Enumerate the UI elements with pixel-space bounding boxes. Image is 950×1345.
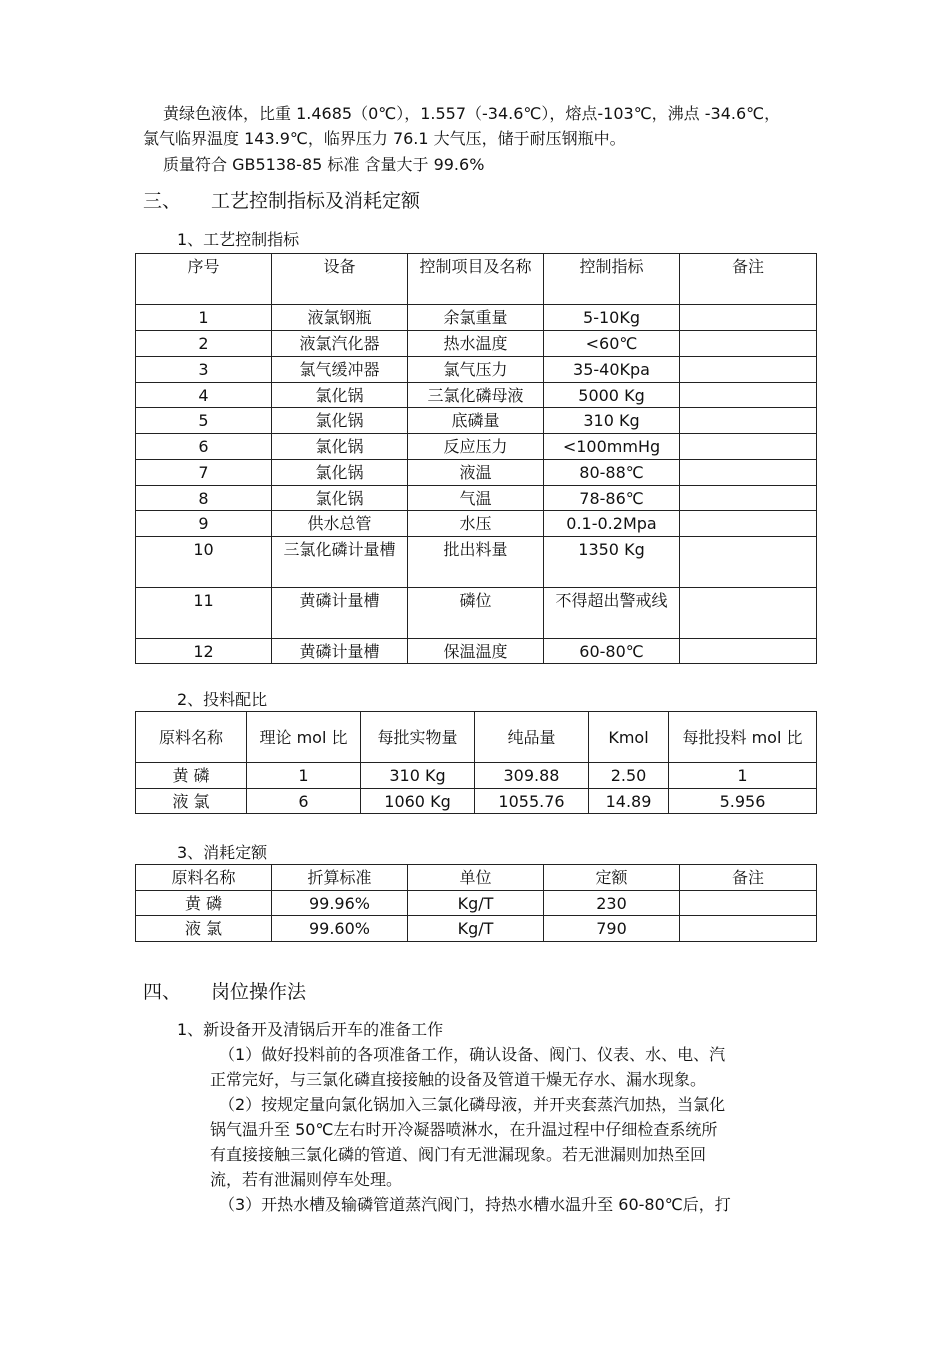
intro-line-1: 黄绿色液体，比重 1.4685（0℃），1.557（-34.6℃），熔点-103℃，沸点 -34.6℃， xyxy=(163,104,781,123)
table-cell: 78-86℃ xyxy=(544,486,680,511)
table-cell: 1 xyxy=(136,305,272,331)
subheading-feed-ratio: 2、投料配比 xyxy=(177,690,268,709)
table-cell: 批出料量 xyxy=(408,537,544,588)
table-cell: 14.89 xyxy=(589,789,669,814)
section-3-title: 工艺控制指标及消耗定额 xyxy=(211,190,421,212)
paragraph-line: 流，若有泄漏则停车处理。 xyxy=(210,1170,403,1189)
table-cell: 5-10Kg xyxy=(544,305,680,331)
table-cell xyxy=(680,537,817,588)
table-row xyxy=(136,408,817,434)
table-row xyxy=(136,486,817,511)
table-cell: 2 xyxy=(136,331,272,357)
header-cell: 设备 xyxy=(272,254,408,305)
table-cell: 11 xyxy=(136,588,272,639)
header-cell: 原料名称 xyxy=(136,865,272,891)
table-cell: 反应压力 xyxy=(408,434,544,460)
table-cell xyxy=(680,588,817,639)
table-cell xyxy=(680,408,817,434)
table-cell: 99.96% xyxy=(272,891,408,916)
table-cell: 3 xyxy=(136,357,272,383)
table-cell: 5000 Kg xyxy=(544,383,680,408)
paragraph-line: （2）按规定量向氯化锅加入三氯化磷母液，并开夹套蒸汽加热，当氯化 xyxy=(219,1095,726,1114)
table-cell: 氯化锅 xyxy=(272,434,408,460)
table-cell: 7 xyxy=(136,460,272,486)
header-cell: 每批实物量 xyxy=(361,712,475,763)
table-cell: 液 氯 xyxy=(136,916,272,942)
table-cell: 三氯化磷计量槽 xyxy=(272,537,408,588)
table-cell: 磷位 xyxy=(408,588,544,639)
table-cell: 余氯重量 xyxy=(408,305,544,331)
table-header-row xyxy=(136,865,817,891)
table-cell: <60℃ xyxy=(544,331,680,357)
table-cell: 液 氯 xyxy=(136,789,247,814)
section-3-heading xyxy=(143,188,420,214)
table-cell xyxy=(680,891,817,916)
header-cell: 定额 xyxy=(544,865,680,891)
subheading-consumption-quota: 3、消耗定额 xyxy=(177,843,268,862)
table-cell: 不得超出警戒线 xyxy=(544,588,680,639)
table-cell: 黄磷计量槽 xyxy=(272,588,408,639)
table-row xyxy=(136,916,817,942)
table-cell: 309.88 xyxy=(475,763,589,789)
table-row xyxy=(136,891,817,916)
table-cell: 氯气缓冲器 xyxy=(272,357,408,383)
table-cell: 氯化锅 xyxy=(272,486,408,511)
table-cell: 三氯化磷母液 xyxy=(408,383,544,408)
table-cell: 氯化锅 xyxy=(272,460,408,486)
table-cell: <100mmHg xyxy=(544,434,680,460)
header-cell: 理论 mol 比 xyxy=(247,712,361,763)
feed-ratio-table xyxy=(135,711,817,814)
table-cell: 12 xyxy=(136,639,272,664)
table-cell xyxy=(680,383,817,408)
table-cell: 水压 xyxy=(408,511,544,537)
table-row xyxy=(136,331,817,357)
table-cell: 液温 xyxy=(408,460,544,486)
header-cell: 原料名称 xyxy=(136,712,247,763)
table-cell: 底磷量 xyxy=(408,408,544,434)
table-cell xyxy=(680,639,817,664)
table-row xyxy=(136,434,817,460)
table-cell: 氯化锅 xyxy=(272,383,408,408)
table-cell: Kg/T xyxy=(408,891,544,916)
process-control-table xyxy=(135,253,817,664)
header-cell: 单位 xyxy=(408,865,544,891)
table-cell: 1350 Kg xyxy=(544,537,680,588)
table-cell: 0.1-0.2Mpa xyxy=(544,511,680,537)
table-cell: 黄 磷 xyxy=(136,763,247,789)
table-cell: 黄磷计量槽 xyxy=(272,639,408,664)
table-cell: 液氯汽化器 xyxy=(272,331,408,357)
table-cell: 10 xyxy=(136,537,272,588)
table-row xyxy=(136,537,817,588)
table-cell: 310 Kg xyxy=(544,408,680,434)
table-cell: 1055.76 xyxy=(475,789,589,814)
table-row xyxy=(136,511,817,537)
table-cell: 8 xyxy=(136,486,272,511)
header-cell: 备注 xyxy=(680,865,817,891)
paragraph-line: （3）开热水槽及输磷管道蒸汽阀门，持热水槽水温升至 60-80℃后，打 xyxy=(219,1195,731,1214)
table-cell xyxy=(680,434,817,460)
table-cell: 6 xyxy=(136,434,272,460)
table-cell: 4 xyxy=(136,383,272,408)
section-4-heading xyxy=(143,979,306,1005)
table-cell: 氯气压力 xyxy=(408,357,544,383)
header-cell: 每批投料 mol 比 xyxy=(669,712,817,763)
header-cell: 序号 xyxy=(136,254,272,305)
table-cell: 35-40Kpa xyxy=(544,357,680,383)
consumption-quota-table xyxy=(135,864,817,942)
section-4-title: 岗位操作法 xyxy=(211,981,307,1003)
table-row xyxy=(136,383,817,408)
table-row xyxy=(136,588,817,639)
table-cell: 310 Kg xyxy=(361,763,475,789)
table-cell: 9 xyxy=(136,511,272,537)
table-cell: 5 xyxy=(136,408,272,434)
table-cell: 230 xyxy=(544,891,680,916)
table-cell xyxy=(680,357,817,383)
table-cell: 供水总管 xyxy=(272,511,408,537)
table-cell xyxy=(680,460,817,486)
table-cell: 6 xyxy=(247,789,361,814)
table-cell: 热水温度 xyxy=(408,331,544,357)
table-header-row xyxy=(136,254,817,305)
table-cell: 气温 xyxy=(408,486,544,511)
table-cell xyxy=(680,511,817,537)
table-row xyxy=(136,357,817,383)
table-cell: 1 xyxy=(669,763,817,789)
intro-line-2: 氯气临界温度 143.9℃，临界压力 76.1 大气压，储于耐压钢瓶中。 xyxy=(143,129,626,148)
header-cell: 备注 xyxy=(680,254,817,305)
table-cell: Kg/T xyxy=(408,916,544,942)
table-row xyxy=(136,460,817,486)
table-cell: 5.956 xyxy=(669,789,817,814)
paragraph-line: 锅气温升至 50℃左右时开冷凝器喷淋水，在升温过程中仔细检查系统所 xyxy=(210,1120,718,1139)
table-cell xyxy=(680,331,817,357)
section-4-number: 四、 xyxy=(143,981,182,1003)
header-cell: 纯品量 xyxy=(475,712,589,763)
header-cell: 控制项目及名称 xyxy=(408,254,544,305)
table-cell: 790 xyxy=(544,916,680,942)
table-cell xyxy=(680,486,817,511)
table-row xyxy=(136,763,817,789)
table-cell: 1060 Kg xyxy=(361,789,475,814)
table-cell: 液氯钢瓶 xyxy=(272,305,408,331)
section-3-number: 三、 xyxy=(143,190,182,212)
table-cell: 黄 磷 xyxy=(136,891,272,916)
subheading-process-control: 1、工艺控制指标 xyxy=(177,230,300,249)
table-cell xyxy=(680,916,817,942)
table-cell: 2.50 xyxy=(589,763,669,789)
table-cell: 80-88℃ xyxy=(544,460,680,486)
table-header-row xyxy=(136,712,817,763)
table-row xyxy=(136,639,817,664)
paragraph-line: 正常完好，与三氯化磷直接接触的设备及管道干燥无存水、漏水现象。 xyxy=(210,1070,707,1089)
table-cell: 99.60% xyxy=(272,916,408,942)
table-cell xyxy=(680,305,817,331)
header-cell: Kmol xyxy=(589,712,669,763)
table-row xyxy=(136,789,817,814)
table-cell: 保温温度 xyxy=(408,639,544,664)
table-cell: 60-80℃ xyxy=(544,639,680,664)
table-row xyxy=(136,305,817,331)
paragraph-line: （1）做好投料前的各项准备工作，确认设备、阀门、仪表、水、电、汽 xyxy=(219,1045,726,1064)
header-cell: 折算标准 xyxy=(272,865,408,891)
intro-line-3: 质量符合 GB5138-85 标准 含量大于 99.6% xyxy=(163,155,485,174)
table-cell: 氯化锅 xyxy=(272,408,408,434)
header-cell: 控制指标 xyxy=(544,254,680,305)
subheading-startup-preparation: 1、新设备开及清锅后开车的准备工作 xyxy=(177,1020,444,1039)
paragraph-line: 有直接接触三氯化磷的管道、阀门有无泄漏现象。若无泄漏则加热至回 xyxy=(210,1145,707,1164)
table-cell: 1 xyxy=(247,763,361,789)
